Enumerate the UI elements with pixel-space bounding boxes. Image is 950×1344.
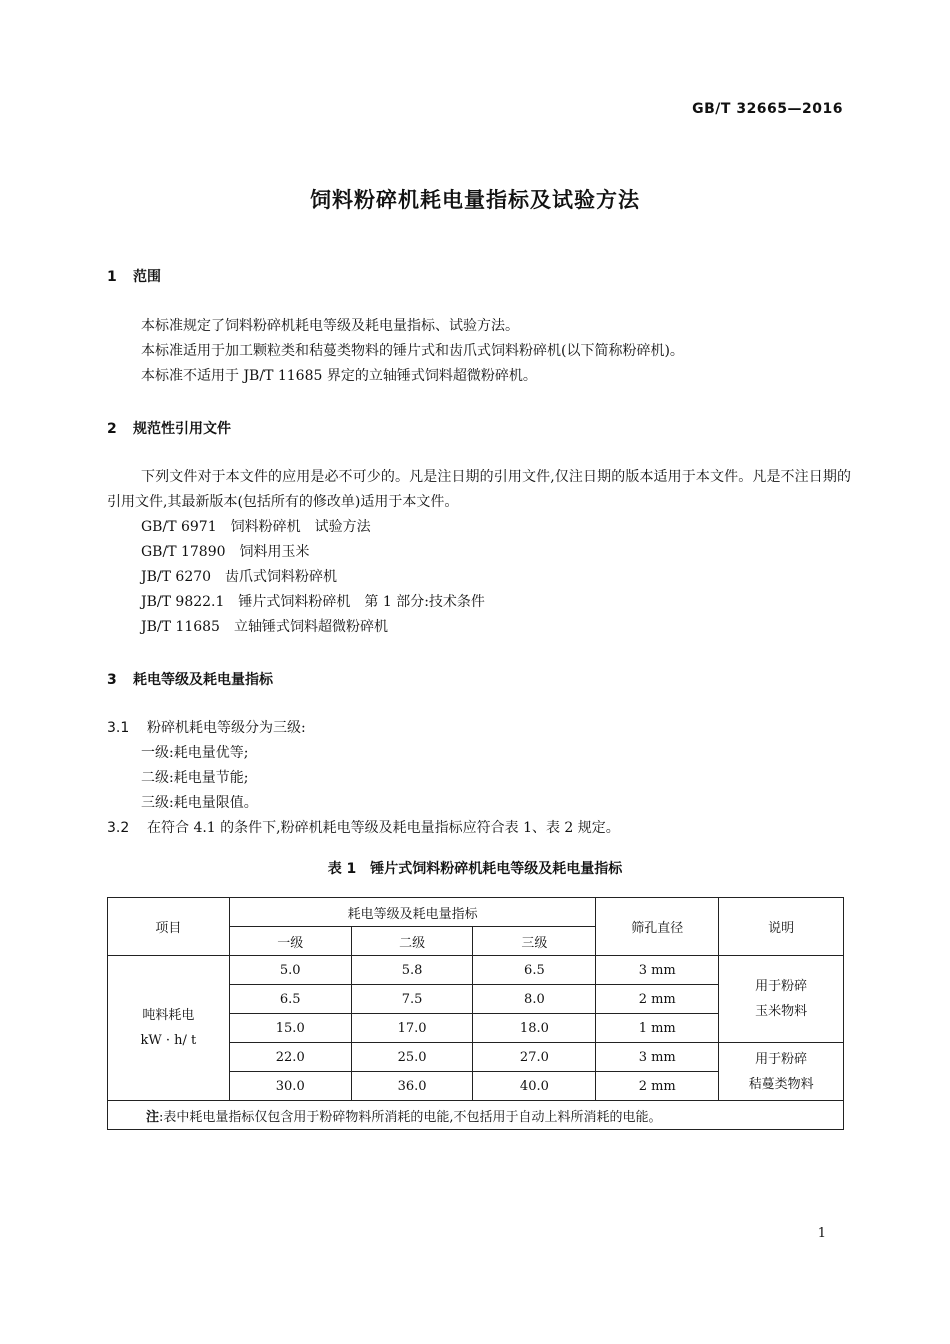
paragraph: 本标准适用于加工颗粒类和秸蔓类物料的锤片式和齿爪式饲料粉碎机(以下简称粉碎机)。 bbox=[141, 343, 684, 359]
cell-sieve: 3 mm bbox=[596, 1043, 719, 1072]
page-number: 1 bbox=[817, 1226, 826, 1241]
reference-code: JB/T 11685 bbox=[141, 619, 220, 635]
table-1 bbox=[107, 897, 844, 1130]
header-level: 一级 bbox=[229, 927, 351, 956]
table-caption: 表 1 锤片式饲料粉碎机耗电等级及耗电量指标 bbox=[327, 861, 623, 877]
cell-level-2: 17.0 bbox=[351, 1014, 473, 1043]
clause-number: 3.2 bbox=[107, 820, 130, 836]
description-line: 玉米物料 bbox=[755, 1004, 808, 1019]
note-text: :表中耗电量指标仅包含用于粉碎物料所消耗的电能,不包括用于自动上料所消耗的电能。 bbox=[159, 1109, 662, 1125]
header-item: 项目 bbox=[108, 898, 230, 956]
header-level: 二级 bbox=[351, 927, 473, 956]
reference-code: JB/T 9822.1 bbox=[141, 594, 225, 610]
document-title: 饲料粉碎机耗电量指标及试验方法 bbox=[310, 188, 640, 212]
cell-level-2: 25.0 bbox=[351, 1043, 473, 1072]
header-group: 耗电等级及耗电量指标 bbox=[229, 898, 595, 927]
section-title: 耗电等级及耗电量指标 bbox=[133, 672, 273, 688]
level-item: 三级:耗电量限值。 bbox=[141, 795, 258, 811]
row-label-name: 吨料耗电 bbox=[142, 1008, 195, 1023]
cell-level-1: 5.0 bbox=[229, 956, 351, 985]
reference-code: JB/T 6270 bbox=[141, 569, 212, 585]
paragraph: 本标准不适用于 JB/T 11685 界定的立轴锤式饲料超微粉碎机。 bbox=[141, 368, 537, 384]
clause-3-1 bbox=[107, 716, 306, 741]
reference-item bbox=[141, 515, 371, 540]
cell-level-1: 15.0 bbox=[229, 1014, 351, 1043]
clause-number: 3.1 bbox=[107, 720, 130, 736]
reference-name: 饲料粉碎机 试验方法 bbox=[230, 519, 371, 535]
clause-3-2 bbox=[107, 816, 620, 841]
table-note-row bbox=[108, 1101, 844, 1130]
row-label bbox=[108, 956, 230, 1101]
cell-level-3: 18.0 bbox=[473, 1014, 596, 1043]
reference-name: 立轴锤式饲料超微粉碎机 bbox=[233, 619, 388, 635]
cell-level-3: 40.0 bbox=[473, 1072, 596, 1101]
cell-description-straw bbox=[719, 1043, 844, 1101]
paragraph: 下列文件对于本文件的应用是必不可少的。凡是注日期的引用文件,仅注日期的版本适用于本文件。凡是不注日期的引用文件,其最新版本(包括所有的修改单)适用于本文件。 bbox=[107, 469, 851, 510]
section-number: 3 bbox=[107, 672, 117, 688]
cell-sieve: 2 mm bbox=[596, 985, 719, 1014]
cell-level-1: 6.5 bbox=[229, 985, 351, 1014]
level-item: 一级:耗电量优等; bbox=[141, 745, 249, 761]
reference-item bbox=[141, 565, 337, 590]
paragraph: 本标准规定了饲料粉碎机耗电等级及耗电量指标、试验方法。 bbox=[141, 318, 519, 334]
description-line: 秸蔓类物料 bbox=[748, 1076, 814, 1092]
standard-code: GB/T 32665—2016 bbox=[692, 101, 843, 117]
cell-level-1: 30.0 bbox=[229, 1072, 351, 1101]
level-item: 二级:耗电量节能; bbox=[141, 770, 249, 786]
reference-item bbox=[141, 615, 388, 640]
reference-item bbox=[141, 540, 310, 565]
table-header-row bbox=[108, 898, 844, 927]
reference-name: 饲料用玉米 bbox=[239, 544, 310, 560]
header-description: 说明 bbox=[719, 898, 844, 956]
clause-text: 在符合 4.1 的条件下,粉碎机耗电等级及耗电量指标应符合表 1、表 2 规定。 bbox=[147, 820, 620, 836]
row-label-unit: kW · h/ t bbox=[140, 1033, 197, 1048]
section-number: 1 bbox=[107, 269, 117, 285]
header-level: 三级 bbox=[473, 927, 596, 956]
cell-level-1: 22.0 bbox=[229, 1043, 351, 1072]
cell-level-3: 6.5 bbox=[473, 956, 596, 985]
section-title: 范围 bbox=[133, 269, 161, 285]
reference-name: 锤片式饲料粉碎机 第 1 部分:技术条件 bbox=[238, 594, 485, 610]
cell-level-3: 8.0 bbox=[473, 985, 596, 1014]
cell-level-2: 36.0 bbox=[351, 1072, 473, 1101]
section-number: 2 bbox=[107, 421, 117, 437]
table-row bbox=[108, 956, 844, 985]
section-2-heading bbox=[107, 418, 231, 438]
reference-item bbox=[141, 590, 485, 615]
header-sieve: 筛孔直径 bbox=[596, 898, 719, 956]
reference-code: GB/T 6971 bbox=[141, 519, 217, 535]
cell-description-corn bbox=[719, 956, 844, 1043]
reference-code: GB/T 17890 bbox=[141, 544, 226, 560]
section-1-heading bbox=[107, 266, 161, 286]
cell-level-2: 5.8 bbox=[351, 956, 473, 985]
cell-sieve: 1 mm bbox=[596, 1014, 719, 1043]
table-note bbox=[108, 1101, 844, 1130]
reference-name: 齿爪式饲料粉碎机 bbox=[225, 569, 338, 585]
cell-level-3: 27.0 bbox=[473, 1043, 596, 1072]
section-title: 规范性引用文件 bbox=[133, 421, 231, 437]
note-label: 注 bbox=[146, 1109, 160, 1125]
cell-sieve: 3 mm bbox=[596, 956, 719, 985]
description-line: 用于粉碎 bbox=[755, 1051, 808, 1067]
description-line: 用于粉碎 bbox=[755, 979, 808, 994]
clause-text: 粉碎机耗电等级分为三级: bbox=[147, 720, 306, 736]
cell-level-2: 7.5 bbox=[351, 985, 473, 1014]
cell-sieve: 2 mm bbox=[596, 1072, 719, 1101]
section-3-heading bbox=[107, 669, 273, 689]
